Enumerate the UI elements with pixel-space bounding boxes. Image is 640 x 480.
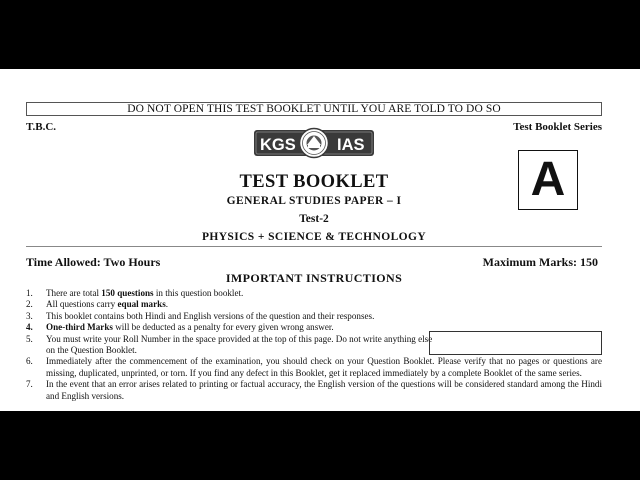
instruction-item: [26, 299, 602, 310]
instruction-text: will be deducted as a penalty for every given wrong answer.: [112, 322, 334, 333]
instruction-number: 1.: [26, 288, 33, 298]
instruction-text: This booklet contains both Hindi and English versions of the question and their responses.: [46, 310, 375, 321]
warning-banner: DO NOT OPEN THIS TEST BOOKLET UNTIL YOU ARE TOLD TO DO SO: [26, 102, 602, 116]
instruction-number: 5.: [26, 333, 33, 344]
instruction-number: 7.: [26, 379, 33, 390]
instruction-number: 3.: [26, 310, 33, 321]
logo-left-text: KGS: [260, 136, 296, 154]
instruction-item: [26, 311, 602, 322]
paper-name: GENERAL STUDIES PAPER – I: [226, 195, 402, 207]
booklet-title: TEST BOOKLET: [239, 172, 389, 192]
subject-name: PHYSICS + SCIENCE & TECHNOLOGY: [201, 231, 427, 243]
tbc-label: T.B.C.: [26, 121, 57, 133]
logo-right-text: IAS: [337, 136, 365, 154]
roll-number-box[interactable]: [429, 331, 602, 355]
instruction-number: 6.: [26, 356, 33, 367]
test-booklet-cover: [0, 69, 640, 411]
instruction-item: [26, 356, 602, 379]
instructions-heading: IMPORTANT INSTRUCTIONS: [225, 271, 403, 285]
instruction-text: .: [165, 299, 169, 310]
instruction-text: You must write your Roll Number in the space provided at the top of this page. Do not write anything else on the Question Booklet.: [46, 333, 433, 356]
instruction-text: All questions carry: [46, 299, 118, 310]
instruction-bold: 150 questions: [101, 288, 154, 298]
instruction-text: There are total: [46, 288, 102, 298]
series-letter-box: A: [518, 150, 578, 210]
instruction-text: in this question booklet.: [153, 288, 244, 298]
instruction-number: 2.: [26, 299, 33, 310]
instruction-text: In the event that an error arises related to printing or factual accuracy, the English version of the questions will be considered standard among the Hindi and English versions.: [46, 379, 602, 401]
instruction-bold: equal marks: [117, 299, 166, 310]
kgs-ias-logo: [254, 127, 374, 159]
instruction-number: 4.: [26, 322, 33, 333]
instruction-text: Immediately after the commencement of the examination, you should check on your Question Booklet. Please verify that no pages or questions are missing, duplicated, unprinted, or torn. If you find any defect in this Booklet, get it replaced immediately by a complete Booklet of the same series.: [46, 356, 602, 378]
instruction-item: [26, 379, 602, 402]
test-number: Test-2: [299, 213, 329, 225]
instruction-item: [26, 288, 602, 299]
maximum-marks: Maximum Marks: 150: [482, 255, 598, 269]
instruction-bold: One-third Marks: [46, 322, 113, 333]
series-label: Test Booklet Series: [513, 121, 602, 133]
time-allowed: Time Allowed: Two Hours: [26, 255, 161, 269]
divider: [26, 246, 602, 247]
